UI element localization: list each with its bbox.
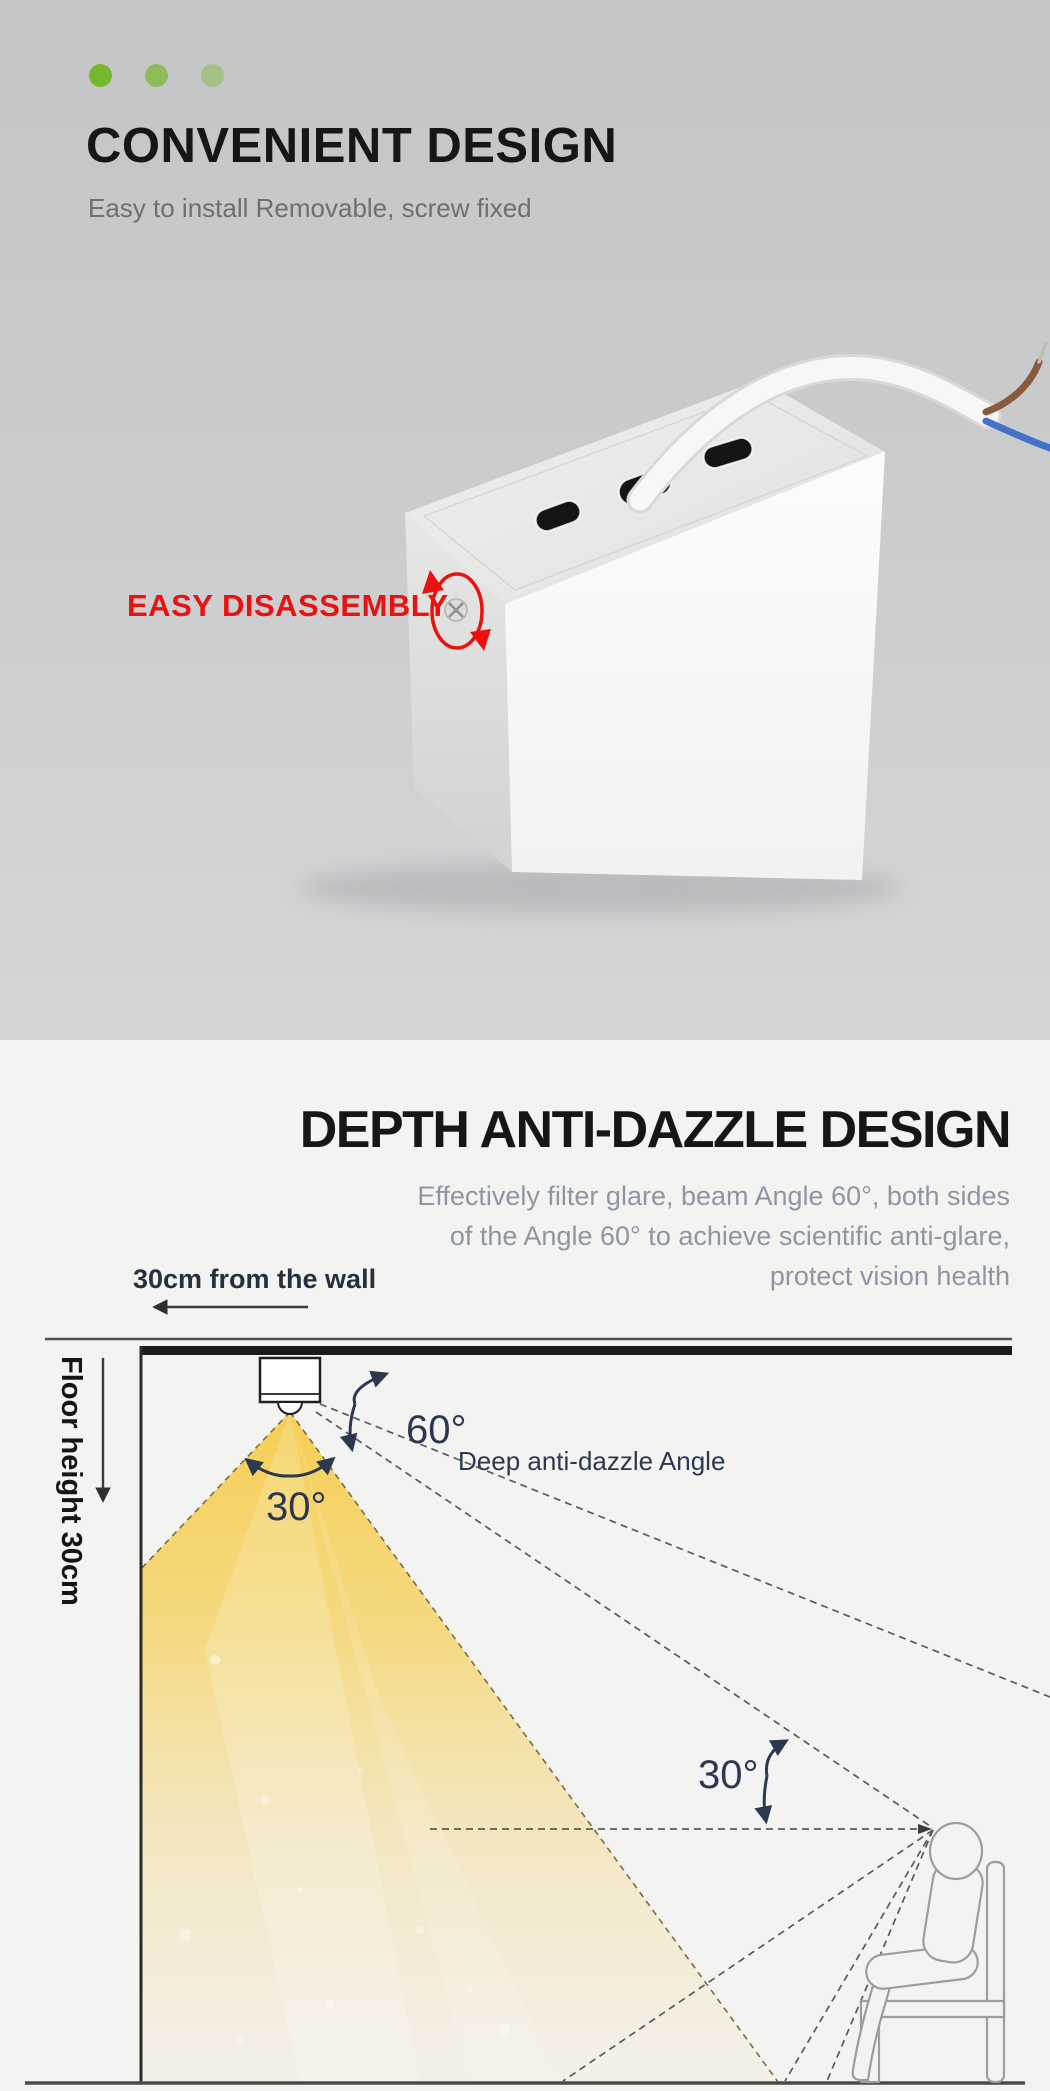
convenient-title: CONVENIENT DESIGN [86,119,618,173]
lamp-lens [278,1402,302,1414]
bullet-dot-icon [89,64,112,87]
bullet-dot-icon [145,64,168,87]
floor-height-label: Floor height 30cm [55,1356,87,1606]
dazzle-description-line: Effectively filter glare, beam Angle 60°, both sides [417,1181,1010,1211]
seated-person [853,1823,1004,2082]
dazzle-title: DEPTH ANTI-DAZZLE DESIGN [299,1101,1010,1159]
chair-backrest [987,1862,1004,2082]
light-beam [140,1412,778,2082]
convenient-subtitle: Easy to install Removable, screw fixed [88,193,532,223]
dazzle-description-line: of the Angle 60° to achieve scientific anti-glare, [449,1221,1010,1251]
person-head [930,1823,982,1879]
wall-distance-label: 30cm from the wall [133,1264,377,1294]
downlight-fixture [260,1358,320,1414]
viewing-angle-value: 30° [698,1753,759,1797]
ceiling [140,1346,1012,1355]
bullet-dots [89,64,224,87]
bullet-dot-icon [201,64,224,87]
dazzle-angle-value: 60° [406,1408,467,1452]
beam-angle-value: 30° [266,1485,327,1529]
anti-dazzle-diagram [0,1040,1050,2091]
dazzle-angle-caption: Deep anti-dazzle Angle [458,1446,726,1476]
easy-disassembly-callout: EASY DISASSEMBLY [127,588,449,623]
dazzle-description-line: protect vision health [769,1261,1010,1291]
